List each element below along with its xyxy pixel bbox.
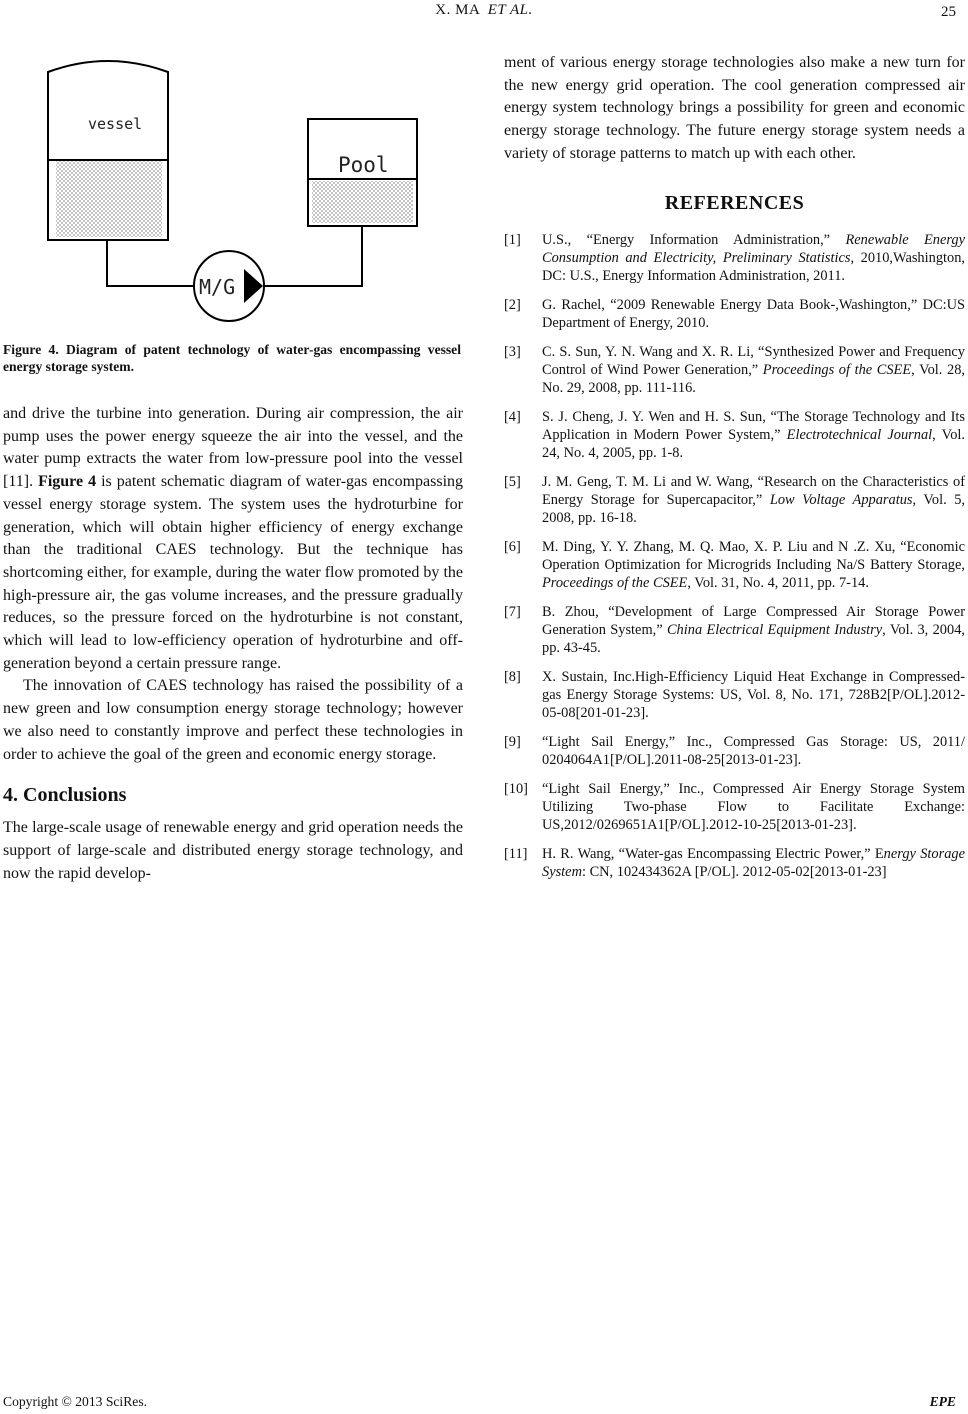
reference-item (504, 668, 965, 722)
pool-tank (308, 119, 417, 226)
reference-text-ital: Proceedings of the CSEE (762, 361, 912, 378)
reference-text-ital: Electrotechnical Journal (786, 426, 933, 443)
paragraph-1-text: and drive the turbine into generation. During air compression, the air pump uses the power energy squeeze the air into the vessel, and the water pump extracts the water from low-pressure pool into the vessel [11]. (3, 405, 463, 491)
reference-text-pre: S. J. Cheng, J. Y. Wen and H. S. Sun, “The Storage Technology and Its Application in Modern Power System,” (542, 408, 965, 443)
reference-text-pre: J. M. Geng, T. M. Li and W. Wang, “Research on the Characteristics of Energy Storage for Supercapacitor,” (542, 473, 965, 508)
references-title: REFERENCES (664, 191, 805, 214)
mg-label: M/G (199, 275, 236, 299)
reference-text-pre: C. S. Sun, Y. N. Wang and X. R. Li, “Synthesized Power and Frequency Control of Wind Power Generation,” (542, 343, 965, 378)
reference-text-pre: G. Rachel, “2009 Renewable Energy Data Book-,Washington,” DC:US Department of Energy, 2010. (542, 296, 965, 331)
reference-number: [5] (504, 473, 521, 490)
reference-text-post: : CN, 102434362A [P/OL]. 2012-05-02[2013-01-23] (581, 863, 887, 880)
vessel-tank (48, 61, 168, 240)
reference-item (504, 343, 965, 397)
reference-text-post: , 2010,Washington, DC: U.S., Energy Information Administration, 2011. (542, 249, 965, 284)
paragraph-1 (3, 403, 463, 675)
reference-text-pre: M. Ding, Y. Y. Zhang, M. Q. Mao, X. P. Liu and N .Z. Xu, “Economic Operation Optimization for Microgrids Including Na/S Battery Storage, (542, 538, 965, 573)
reference-number: [11] (504, 845, 528, 862)
reference-item (504, 603, 965, 657)
paragraph-3: The large-scale usage of renewable energy and grid operation needs the support of large-scale and distributed energy storage technology, and now the rapid develop- (3, 819, 463, 882)
reference-number: [2] (504, 296, 521, 313)
figure-4 (3, 52, 463, 327)
figure-caption: Figure 4. Diagram of patent technology of water-gas encompassing vessel energy storage system. (3, 342, 461, 374)
reference-item (504, 780, 965, 834)
reference-text-ital: Renewable Energy Consumption and Electricity, Preliminary Statistics (542, 231, 965, 266)
reference-number: [1] (504, 231, 521, 248)
reference-text-post: , Vol. 28, No. 29, 2008, pp. 111-116. (542, 361, 965, 396)
header-authors: X. MA (435, 2, 480, 18)
vessel-water (56, 161, 162, 237)
reference-item (504, 733, 965, 769)
reference-number: [9] (504, 733, 521, 750)
left-column (3, 52, 463, 885)
header-etal: ET AL. (487, 2, 533, 18)
footer-copyright: Copyright © 2013 SciRes. (3, 1394, 148, 1409)
footer-journal: EPE (929, 1394, 956, 1409)
reference-item (504, 845, 965, 881)
reference-item (504, 538, 965, 592)
reference-text-ital: Low Voltage Apparatus (769, 491, 913, 508)
reference-text-post: , Vol. 24, No. 4, 2005, pp. 1-8. (542, 426, 965, 461)
reference-text-post: , Vol. 3, 2004, pp. 43-45. (542, 621, 965, 656)
reference-text-pre: “Light Sail Energy,” Inc., Compressed Air Energy Storage System Utilizing Two-phase Flow to Facilitate Exchange: US,2012/0269651A1[P/OL].2012-10-25[2013-01-23]. (542, 780, 965, 833)
right-column (504, 52, 965, 892)
reference-item (504, 408, 965, 462)
paragraph-2: The innovation of CAES technology has raised the possibility of a new green and low consumption energy storage technology; however we also need to constantly improve and perfect these technologies in order to achieve the goal of the green and economic energy storage. (3, 677, 463, 763)
reference-text-ital: nergy Storage System (542, 845, 965, 880)
reference-text-pre: B. Zhou, “Development of Large Compressed Air Storage Power Generation System,” (542, 603, 965, 638)
reference-text-pre: H. R. Wang, “Water-gas Encompassing Electric Power,” E (542, 845, 884, 862)
reference-text-pre: U.S., “Energy Information Administration,” (542, 231, 846, 248)
reference-number: [4] (504, 408, 521, 425)
reference-text-pre: X. Sustain, Inc.High-Efficiency Liquid Heat Exchange in Compressed-gas Energy Storage Systems: US, Vol. 8, No. 171, 728B2[P/OL].2012-05-08[201-01-23]. (542, 668, 965, 721)
reference-text-ital: China Electrical Equipment Industry (666, 621, 883, 638)
reference-number: [10] (504, 780, 528, 797)
reference-number: [6] (504, 538, 521, 555)
reference-number: [8] (504, 668, 521, 685)
reference-item (504, 473, 965, 527)
reference-text-pre: “Light Sail Energy,” Inc., Compressed Gas Storage: US, 2011/ 0204064A1[P/OL].2011-08-25[2013-01-23]. (542, 733, 965, 768)
reference-item (504, 231, 965, 285)
reference-text-ital: Proceedings of the CSEE (542, 574, 688, 591)
section-heading-conclusions: 4. Conclusions (3, 784, 127, 807)
reference-text-post: , Vol. 31, No. 4, 2011, pp. 7-14. (687, 574, 869, 591)
pool-label: Pool (338, 153, 389, 177)
paragraph-1-rest: is patent schematic diagram of water-gas encompassing vessel energy storage system. The system uses the hydroturbine for generation, which will obtain higher efficiency of energy exchange than the traditional CAES technology. But the technique has shortcoming either, for example, during the water flow promoted by the high-pressure air, the gas volume increases, and the pressure gradually reduces, so the pressure forced on the hydroturbine is not constant, which will lead to low-efficiency operation of hydroturbine and off-generation beyond a certain pressure range. (3, 473, 464, 672)
reference-list (504, 231, 965, 881)
reference-number: [7] (504, 603, 521, 620)
running-header (0, 2, 968, 19)
reference-text-post: , Vol. 5, 2008, pp. 16-18. (542, 491, 966, 526)
reference-item (504, 296, 965, 332)
motor-generator (194, 251, 264, 321)
water-gas-diagram (3, 52, 463, 327)
reference-number: [3] (504, 343, 521, 360)
pool-water (312, 181, 413, 223)
paragraph-continued: ment of various energy storage technologies also make a new turn for the new energy grid operation. The cool generation compressed air energy system technology brings a possibility for green and economic energy storage technology. The future energy storage system needs a variety of storage patterns to match up with each other. (504, 54, 965, 162)
figure-ref: Figure 4 (38, 473, 97, 491)
vessel-label: vessel (88, 115, 143, 133)
page-number: 25 (941, 4, 956, 20)
